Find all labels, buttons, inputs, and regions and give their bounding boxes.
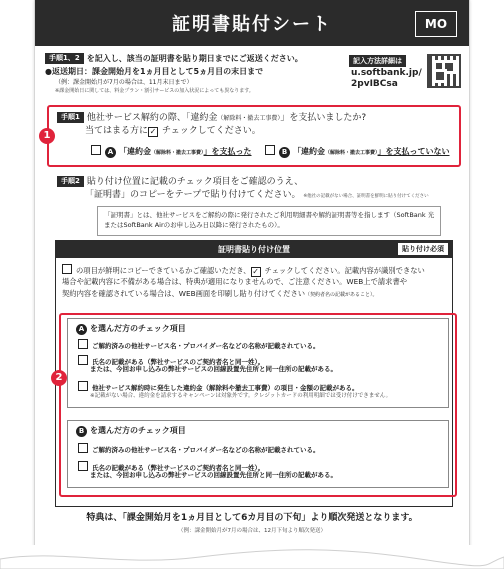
group-b-item-2-checkbox[interactable] xyxy=(78,461,88,471)
step1-q1: 他社サービス解約の際、「違約金 xyxy=(86,113,218,123)
group-b-checklist xyxy=(67,420,449,488)
sheet xyxy=(34,0,470,569)
paste-note-3a: 契約内容を確認されている場合は、WEB画面を印刷し貼り付けてください xyxy=(62,289,306,298)
step1-q2: 当てはまる方に xyxy=(85,126,149,136)
group-a-checklist xyxy=(67,318,449,408)
group-a-item-3-note-text: ※記載がない場合、違約金を請求するキャンペーンは対象外です。クレジットカードの利用明細では受け付けできません。 xyxy=(90,393,392,399)
empty-box-icon xyxy=(62,264,72,274)
info-line-2: またはSoftBank Airのお申し込み日以降に発行されたもの）。 xyxy=(104,221,284,229)
step2-text-1: 貼り付け位置に記載のチェック項目をご確認のうえ、 xyxy=(86,177,304,187)
badge-1: 1 xyxy=(39,128,55,144)
option-b-end: 」を支払っていない xyxy=(377,147,450,156)
group-a-item-2-text-a: 氏名の記載がある（弊社サービスのご契約者名と同一姓）。 xyxy=(92,358,265,366)
check-icon xyxy=(148,127,158,137)
group-b-item-2b: または、今回お申し込みの弊社サービスの回線設置先住所と同一住所の記載がある。 xyxy=(90,471,337,479)
option-b-checkbox[interactable] xyxy=(265,145,275,155)
step2-text-2-small: ※他社の記載がない場合、証明書を鮮明に貼り付けてください xyxy=(303,194,429,199)
step1-q2-end: チェックしてください。 xyxy=(162,126,261,136)
step2-line-1 xyxy=(57,176,303,188)
group-a-item-2b: または、今回お申し込みの弊社サービスの回線設置先住所と同一住所の記載がある。 xyxy=(90,365,337,373)
option-b[interactable] xyxy=(265,145,450,159)
group-a-item-2-checkbox[interactable] xyxy=(78,355,88,365)
option-a[interactable] xyxy=(91,145,252,159)
group-b-title-text: を選んだ方のチェック項目 xyxy=(90,426,186,435)
option-b-small: （解除料・撤去工事費） xyxy=(325,150,378,156)
option-a-checkbox[interactable] xyxy=(91,145,101,155)
info-line-1: 「証明書」とは、他社サービスをご解約の際に発行されたご利用明細書や解約証明書等を指します（SoftBank 光 xyxy=(104,211,435,219)
step1-tag: 手順1 xyxy=(57,112,84,123)
step1-q1-end: 」を支払いましたか? xyxy=(280,113,367,123)
step2-tag: 手順2 xyxy=(57,176,84,187)
certificate-info-box xyxy=(97,206,441,236)
step1-question-1 xyxy=(57,112,366,125)
sheet-header xyxy=(35,0,469,46)
group-b-item-2-text-a: 氏名の記載がある（弊社サービスのご契約者名と同一姓）。 xyxy=(92,464,265,472)
code-box: MO xyxy=(415,11,457,37)
guide-url[interactable] xyxy=(351,68,422,90)
step2-text-2: 「証明書」のコピーをテープで貼り付けてください。 xyxy=(85,190,301,200)
intro-line-4: ※課金開始日に関しては、料金プラン・割引サービスの加入状況によっても異なります。 xyxy=(55,88,254,94)
paste-note-1b: チェックしてください。記載内容が識別できない xyxy=(264,266,425,275)
step1-q1-small: （解除料・撤去工事費） xyxy=(217,115,281,122)
intro-step-tag: 手順1、2 xyxy=(45,53,84,64)
paste-note-1a: の項目が鮮明にコピーできているかご確認いただき、 xyxy=(76,266,251,275)
footer-line-2: （例：課金開始月が7月の場合は、12月下旬より順次発送） xyxy=(178,528,326,534)
option-b-label: 「違約金 xyxy=(293,147,325,156)
group-a-item-3-text: 他社サービス解約時に発生した違約金（解除料や撤去工事費）の項目・金額の記載がある。 xyxy=(92,384,359,392)
option-a-end: 」を支払った xyxy=(203,147,252,156)
group-a-item-3-note xyxy=(90,391,391,401)
badge-2: 2 xyxy=(51,370,67,386)
group-a-item-3-checkbox[interactable] xyxy=(78,381,88,391)
intro-text-1: を記入し、該当の証明書を貼り期日までにご返送ください。 xyxy=(86,54,303,63)
paste-title: 証明書貼り付け位置 xyxy=(218,245,290,254)
paste-header xyxy=(56,241,452,258)
group-a-title xyxy=(76,323,186,335)
group-b-letter: B xyxy=(76,426,87,437)
intro-line-1 xyxy=(45,53,303,64)
guide-tag: 記入方法詳細は xyxy=(349,55,406,67)
option-b-letter: B xyxy=(279,147,290,158)
torn-edge xyxy=(0,545,504,569)
footer-line-1: 特典は、「課金開始月を1ヵ月目として6カ月目の下旬」より順次発送となります。 xyxy=(86,513,418,523)
qr-code-icon[interactable] xyxy=(427,54,461,88)
torn-edge-shape xyxy=(0,545,504,569)
group-a-item-1-text: ご解約済みの他社サービス名・プロバイダー名などの名称が記載されている。 xyxy=(92,342,320,350)
group-b-item-1-checkbox[interactable] xyxy=(78,443,88,453)
guide-url-1[interactable]: u.softbank.jp/ xyxy=(351,68,422,78)
group-b-title xyxy=(76,425,186,437)
paste-note-2: 場合や記載内容に不備がある場合は、特典が適用になりませんので、ご注意ください。WEB上で請求書や xyxy=(62,277,408,286)
step2-line-2 xyxy=(85,189,429,203)
group-b-item-1[interactable] xyxy=(78,443,320,455)
group-a-title-text: を選んだ方のチェック項目 xyxy=(90,324,186,333)
option-a-small: （解除料・撤去工事費） xyxy=(151,150,204,156)
sheet-title: 証明書貼付シート xyxy=(172,14,332,35)
guide-url-2[interactable]: 2pvIBCsa xyxy=(351,79,398,89)
paste-note-3b: （契約者名の記載があること）。 xyxy=(305,292,378,298)
step1-question-2 xyxy=(85,125,261,137)
option-a-label: 「違約金 xyxy=(119,147,151,156)
paste-note-3 xyxy=(62,288,378,301)
intro-line-3: （例：課金開始月が7月の場合は、11月末日まで） xyxy=(55,79,193,86)
option-a-letter: A xyxy=(105,147,116,158)
group-a-item-1[interactable] xyxy=(78,339,320,351)
intro-line-2: ●返送期日：課金開始月を1ヵ月目として5ヵ月目の末日まで xyxy=(45,67,264,76)
group-a-item-1-checkbox[interactable] xyxy=(78,339,88,349)
group-b-item-1-text: ご解約済みの他社サービス名・プロバイダー名などの名称が記載されている。 xyxy=(92,446,320,454)
paste-required-badge: 貼り付け必須 xyxy=(398,243,448,255)
group-a-letter: A xyxy=(76,324,87,335)
